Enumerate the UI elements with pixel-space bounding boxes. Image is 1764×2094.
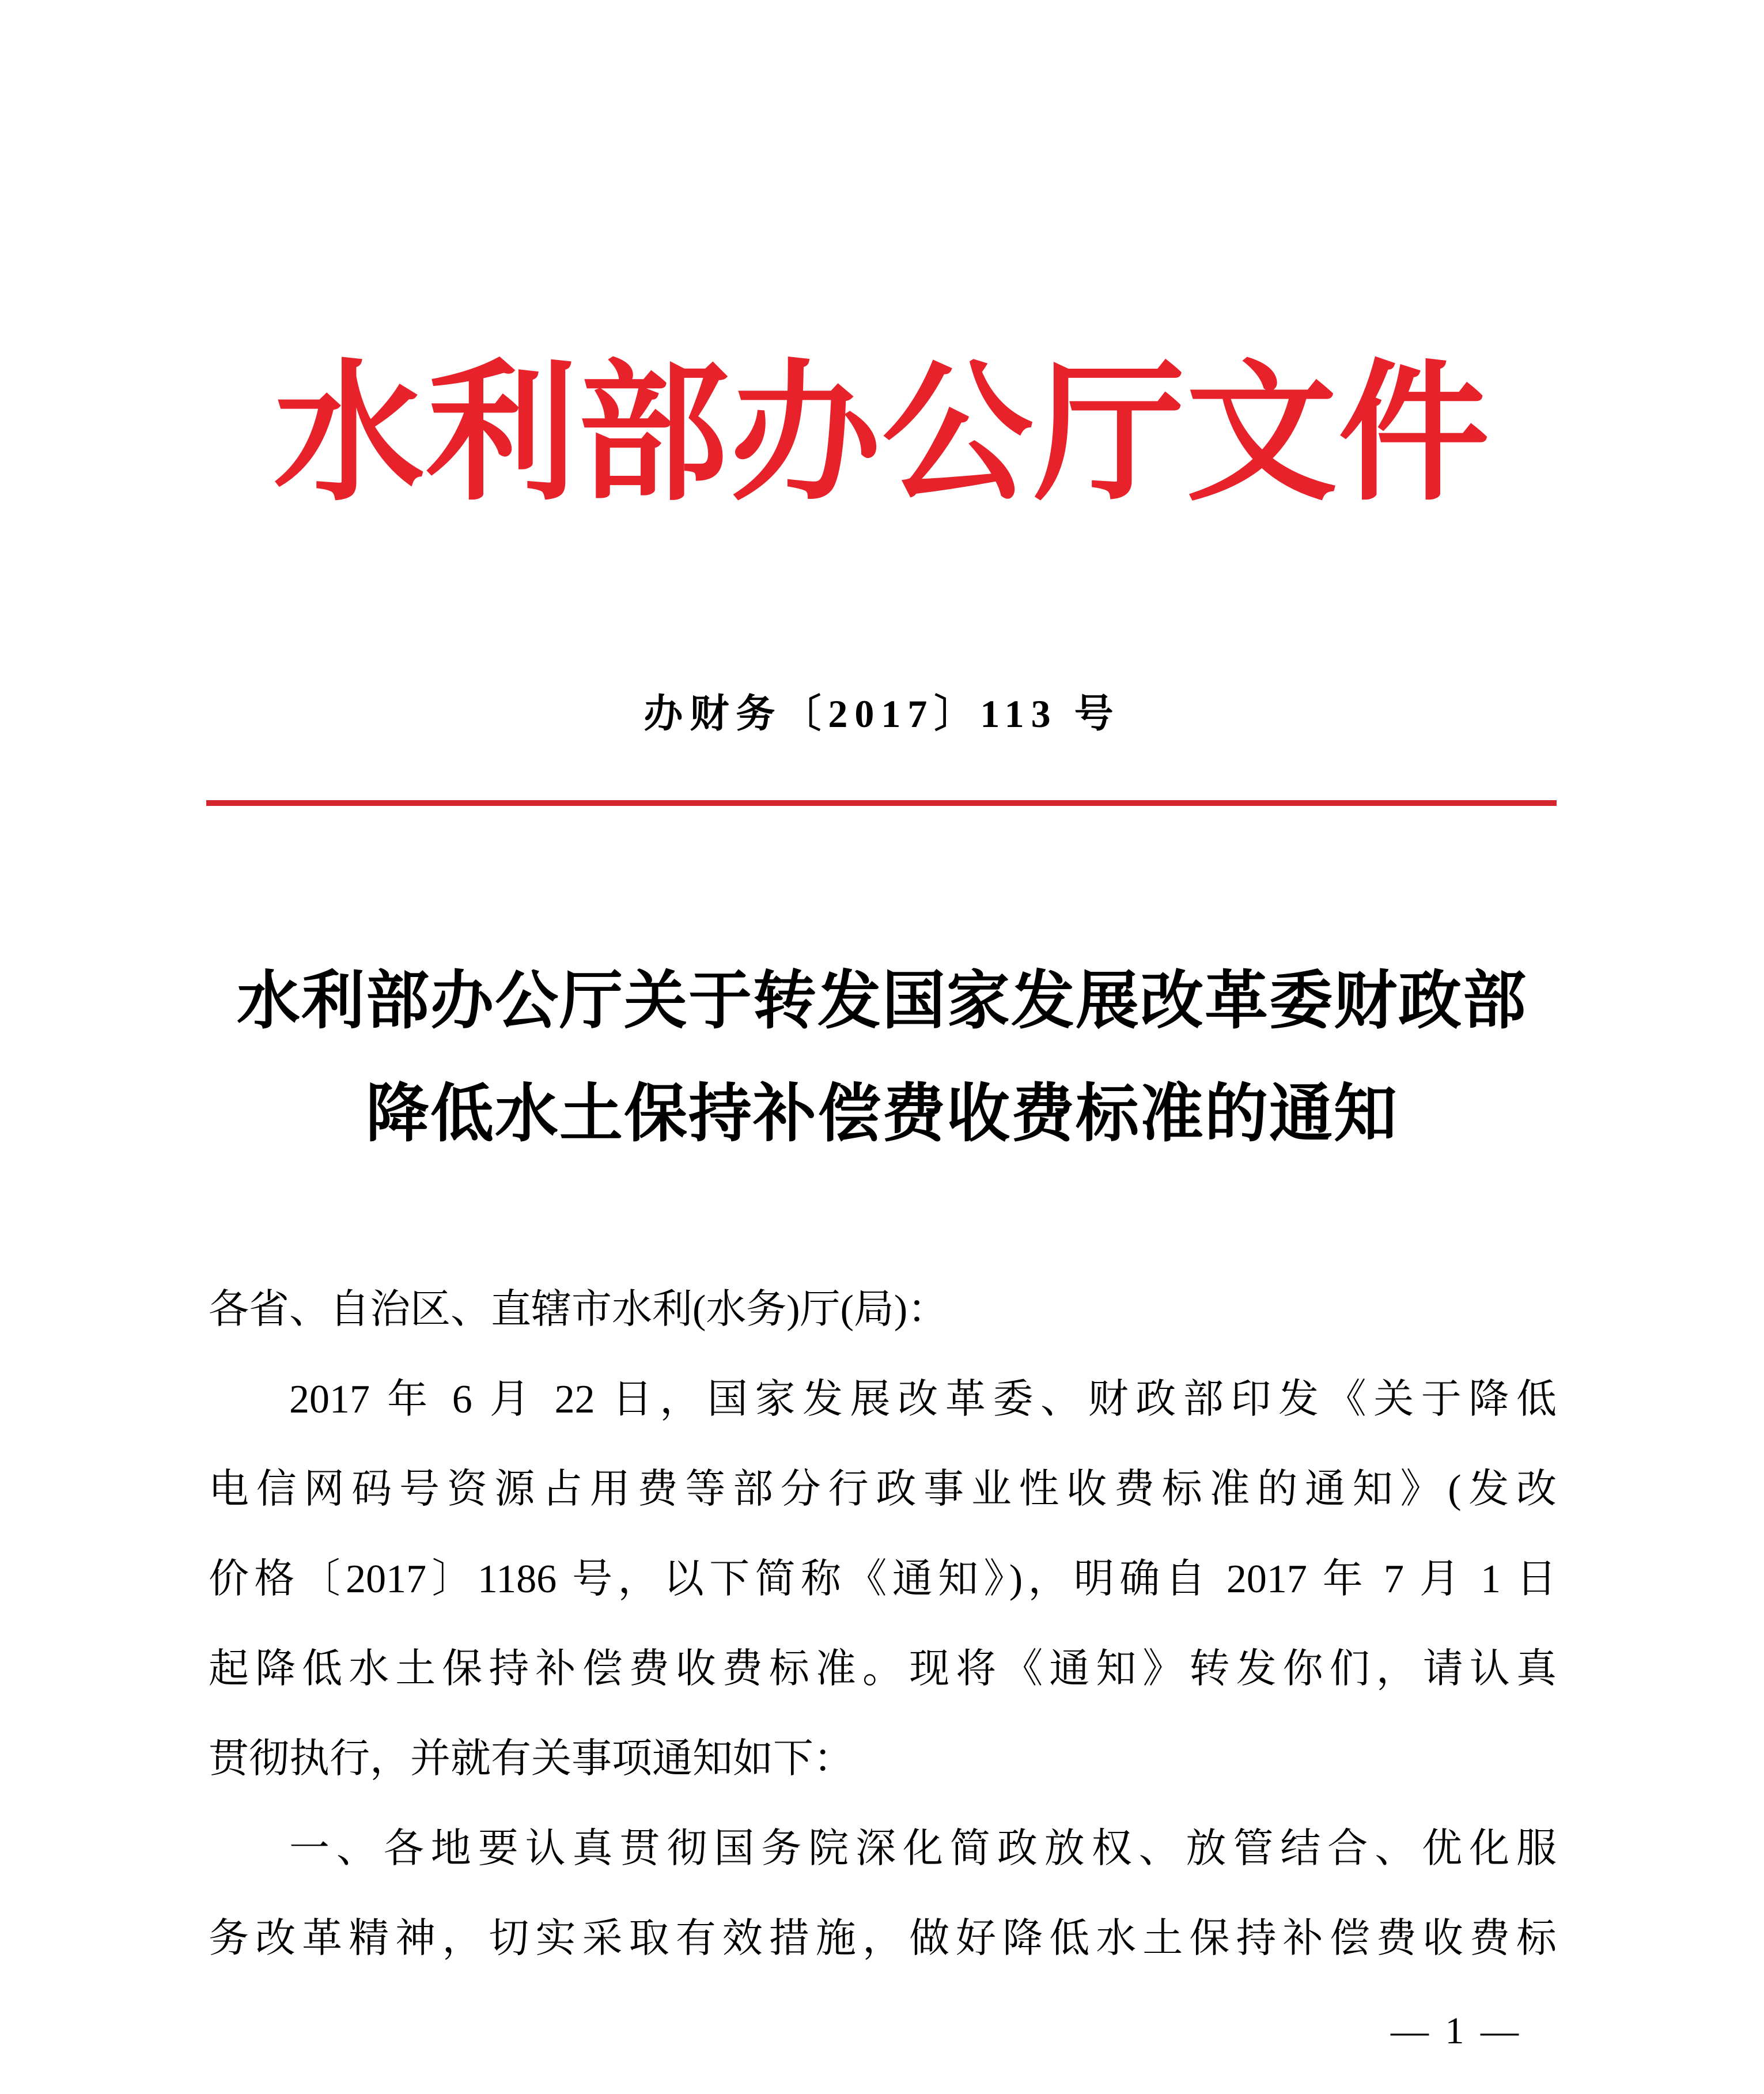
document-title-line-2: 降低水土保持补偿费收费标准的通知 bbox=[366, 1079, 1398, 1149]
header-divider-line bbox=[206, 800, 1557, 806]
document-title bbox=[0, 945, 1764, 1171]
paragraph1-line-1: 2017 年 6 月 22 日，国家发展改革委、财政部印发《关于降低 bbox=[289, 1377, 1557, 1422]
paragraph1-line-4: 起降低水土保持补偿费收费标准。现将《通知》转发你们，请认真 bbox=[209, 1647, 1557, 1691]
paragraph2-line-2: 务改革精神，切实采取有效措施，做好降低水土保持补偿费收费标 bbox=[209, 1917, 1557, 1961]
document-body bbox=[209, 1265, 1557, 1984]
salutation-line: 各省、自治区、直辖市水利(水务)厅(局)： bbox=[209, 1288, 948, 1332]
paragraph1-line-5: 贯彻执行，并就有关事项通知如下： bbox=[209, 1737, 854, 1781]
page-number: — 1 — bbox=[1391, 2010, 1522, 2052]
paragraph2-line-1: 一、各地要认真贯彻国务院深化简政放权、放管结合、优化服 bbox=[289, 1827, 1557, 1871]
letterhead-title: 水利部办公厅文件 bbox=[274, 351, 1490, 518]
document-title-line-1: 水利部办公厅关于转发国家发展改革委财政部 bbox=[237, 966, 1527, 1036]
document-number: 办财务〔2017〕113 号 bbox=[643, 692, 1121, 736]
paragraph1-line-2: 电信网码号资源占用费等部分行政事业性收费标准的通知》(发改 bbox=[209, 1467, 1557, 1512]
paragraph1-line-3: 价格〔2017〕1186 号，以下简称《通知》)，明确自 2017 年 7 月 1 日 bbox=[209, 1557, 1557, 1601]
